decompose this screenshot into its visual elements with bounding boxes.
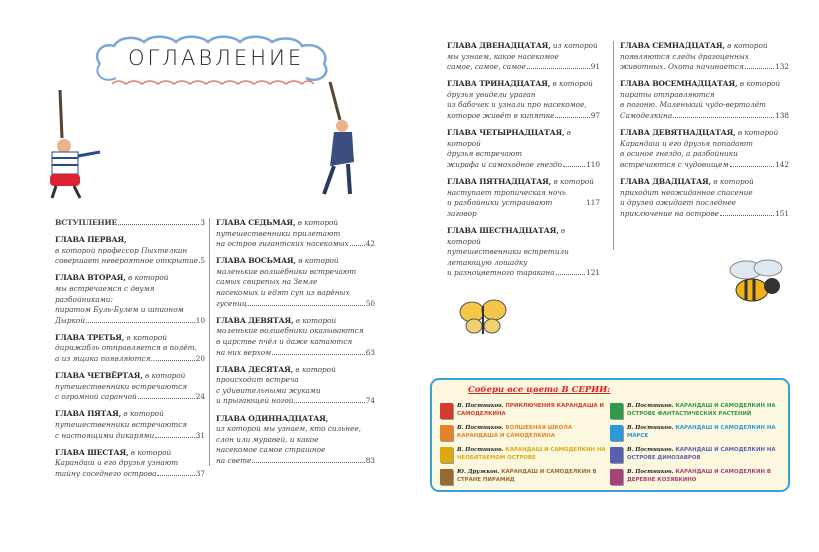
toc-entry[interactable] bbox=[216, 365, 375, 407]
chapter-title: ГЛАВА ВТОРАЯ, bbox=[55, 273, 126, 283]
chapter-title: ГЛАВА ПЯТНАДЦАТАЯ, bbox=[447, 177, 552, 187]
toc-entry[interactable] bbox=[55, 235, 205, 267]
chapter-intro: в которой bbox=[447, 128, 571, 148]
dot-leader bbox=[157, 475, 194, 476]
dot-leader bbox=[252, 462, 364, 463]
entry-heading-line bbox=[620, 128, 789, 139]
toc-entry[interactable] bbox=[216, 218, 375, 250]
dot-leader bbox=[138, 398, 195, 399]
description-text: насекомых и едят суп из варёных bbox=[216, 288, 350, 298]
toc-entry[interactable] bbox=[620, 41, 789, 73]
chapter-intro: в которой bbox=[130, 447, 172, 457]
chapter-description-line bbox=[620, 62, 789, 73]
description-text: Самоделкина bbox=[620, 111, 673, 121]
entry-heading-line bbox=[55, 448, 205, 459]
book-name: КАРАНДАШ И САМОДЕЛКИН НА ОСТРОВЕ ФАНТАСТИЧЕСКИХ РАСТЕНИЙ bbox=[627, 403, 776, 417]
page-number: 138 bbox=[775, 111, 789, 121]
book-name: КАРАНДАШ И САМОДЕЛКИН НА МАРСЕ bbox=[627, 425, 776, 439]
chapter-title: ГЛАВА ПЯТАЯ, bbox=[55, 409, 122, 419]
chapter-description-line bbox=[620, 52, 789, 63]
book-author: В. Постников. bbox=[457, 447, 504, 453]
page-number: 37 bbox=[195, 468, 205, 478]
description-text: путешественники прилетают bbox=[216, 228, 341, 238]
book-cover-icon bbox=[440, 447, 453, 463]
entry-heading-line bbox=[55, 409, 205, 420]
book-text bbox=[457, 446, 612, 463]
entry-heading-line bbox=[447, 177, 600, 188]
chapter-intro: в которой bbox=[713, 177, 754, 187]
description-text: совершает невероятное открытие bbox=[55, 256, 199, 266]
chapter-title: ГЛАВА ЧЕТВЁРТАЯ, bbox=[55, 371, 143, 381]
chapter-description-line bbox=[620, 209, 789, 220]
page-number: 142 bbox=[775, 159, 789, 169]
description-text: животных. Охота начинается bbox=[620, 62, 744, 72]
chapter-description-line bbox=[216, 239, 375, 250]
book-name: КАРАНДАШ И САМОДЕЛКИН В ДЕРЕВНЕ КОЗЯВКИНО bbox=[627, 469, 771, 483]
series-book-item bbox=[440, 446, 612, 463]
chapter-intro: в которой bbox=[123, 409, 164, 419]
entry-heading-line bbox=[447, 226, 600, 247]
chapter-description-line bbox=[216, 348, 375, 359]
chapter-intro: в которой bbox=[297, 218, 339, 227]
page-number: 117 bbox=[586, 198, 600, 208]
series-title: Собери все цвета В СЕРИИ: bbox=[468, 385, 611, 395]
bee-illustration bbox=[726, 256, 796, 306]
dot-leader bbox=[673, 117, 774, 118]
chapter-title: ГЛАВА ДЕСЯТАЯ, bbox=[216, 364, 294, 374]
page-number: 97 bbox=[590, 111, 600, 121]
chapter-description-line bbox=[447, 149, 600, 160]
chapter-description-line bbox=[55, 256, 205, 267]
chapter-intro: в которой bbox=[144, 371, 186, 381]
book-text bbox=[457, 424, 612, 441]
toc-entry[interactable] bbox=[620, 177, 789, 219]
chapter-title: ГЛАВА ДВЕНАДЦАТАЯ, bbox=[447, 41, 551, 50]
chapter-title: ВСТУПЛЕНИЕ bbox=[55, 218, 118, 227]
entry-heading-line bbox=[216, 414, 375, 425]
chapter-description-line bbox=[216, 288, 375, 299]
book-cover-icon bbox=[610, 447, 623, 463]
dot-leader bbox=[556, 274, 586, 275]
toc-entry[interactable] bbox=[447, 177, 600, 219]
chapter-description-line bbox=[55, 284, 205, 305]
toc-entry[interactable] bbox=[216, 316, 375, 358]
chapter-description-line bbox=[216, 229, 375, 240]
description-text: а из ящика появляются... bbox=[55, 354, 158, 364]
chapter-description-line bbox=[620, 160, 789, 171]
chapter-intro: в которой bbox=[727, 41, 768, 50]
chapter-description-line bbox=[447, 258, 600, 269]
chapter-description-line bbox=[216, 267, 375, 278]
book-cover-icon bbox=[440, 425, 453, 441]
description-text: с удивительными жуками bbox=[216, 385, 321, 395]
series-book-item bbox=[440, 424, 612, 441]
description-text: в царстве пчёл и даже катаются bbox=[216, 336, 353, 346]
chapter-description-line bbox=[447, 268, 600, 279]
description-text: и разноцветного таракана bbox=[447, 268, 555, 278]
page-number: 132 bbox=[775, 62, 789, 72]
entry-heading-line bbox=[620, 41, 789, 52]
entry-heading-line bbox=[216, 316, 375, 327]
description-text: с настоящими дикарями bbox=[55, 430, 155, 440]
chapter-title: ГЛАВА ШЕСТАЯ, bbox=[55, 447, 129, 457]
book-name: ПРИКЛЮЧЕНИЯ КАРАНДАША И САМОДЕЛКИНА bbox=[457, 403, 605, 417]
book-cover-icon bbox=[440, 403, 453, 419]
book-name: КАРАНДАШ И САМОДЕЛКИН НА НЕОБИТАЕМОМ ОСТРОВЕ bbox=[457, 447, 606, 461]
book-author: В. Постников. bbox=[457, 425, 504, 431]
chapter-title: ГЛАВА ТРЕТЬЯ, bbox=[55, 332, 125, 342]
chapter-title: ГЛАВА СЕМНАДЦАТАЯ, bbox=[620, 41, 725, 50]
chapter-title: ГЛАВА ВОСЬМАЯ, bbox=[216, 256, 296, 266]
book-author: В. Постников. bbox=[627, 469, 674, 475]
toc-entry[interactable] bbox=[447, 79, 600, 121]
chapter-description-line bbox=[447, 160, 600, 171]
chapter-description-line bbox=[55, 392, 205, 403]
chapter-description-line bbox=[55, 420, 205, 431]
book-text bbox=[627, 468, 782, 485]
dot-leader bbox=[350, 245, 365, 246]
series-book-item bbox=[440, 402, 612, 419]
description-text: в осиное гнездо, а разбойники bbox=[620, 149, 738, 159]
description-text: в погоню. Маленький чудо-вертолёт bbox=[620, 100, 766, 110]
dot-leader bbox=[272, 354, 364, 355]
chapter-intro: из которой bbox=[552, 41, 598, 50]
entry-heading-line bbox=[447, 41, 600, 52]
chapter-intro: в которой bbox=[553, 177, 594, 187]
book-name: ВОЛШЕБНАЯ ШКОЛА КАРАНДАША И САМОДЕЛКИНА bbox=[457, 425, 573, 439]
chapter-description-line bbox=[216, 337, 375, 348]
chapter-description-line bbox=[447, 188, 600, 199]
book-cover-icon bbox=[440, 469, 453, 485]
description-text: Дыркой bbox=[55, 315, 85, 325]
page-number: 151 bbox=[775, 208, 789, 218]
page-number: 74 bbox=[365, 396, 375, 406]
chapter-title: ГЛАВА ШЕСТНАДЦАТАЯ, bbox=[447, 225, 559, 235]
chapter-description-line bbox=[216, 435, 375, 446]
description-text: приходит неожиданное спасение bbox=[620, 187, 753, 197]
chapter-description-line bbox=[620, 198, 789, 209]
series-book-item bbox=[610, 446, 782, 463]
entry-heading-line bbox=[620, 177, 789, 188]
description-text: на свете bbox=[216, 455, 252, 465]
description-text: самых свирепых на Земле bbox=[216, 277, 318, 287]
chapter-description-line bbox=[447, 111, 600, 122]
dot-leader bbox=[555, 117, 589, 118]
pirate-illustration bbox=[40, 88, 110, 200]
chapter-description-line bbox=[216, 445, 375, 456]
chapter-description-line bbox=[447, 247, 600, 258]
series-book-item bbox=[440, 468, 612, 485]
description-text: из которой мы узнаем, кто сильнее, bbox=[216, 424, 361, 434]
description-text: летающую лошадку bbox=[447, 257, 528, 267]
chapter-title: ГЛАВА ОДИННАДЦАТАЯ, bbox=[216, 413, 329, 423]
toc-entry[interactable] bbox=[55, 273, 205, 326]
chapter-intro: в которой bbox=[552, 79, 593, 89]
toc-entry[interactable] bbox=[55, 333, 205, 365]
chapter-title: ГЛАВА ДЕВЯТНАДЦАТАЯ, bbox=[620, 128, 736, 138]
description-text: дирижабль отправляется в полёт, bbox=[55, 343, 197, 353]
chapter-description-line bbox=[216, 456, 375, 467]
chapter-description-line bbox=[55, 246, 205, 257]
book-author: В. Постников. bbox=[457, 403, 504, 409]
page-number: 110 bbox=[586, 159, 600, 169]
chapter-intro: в которой bbox=[737, 128, 779, 138]
description-text: приключение на острове bbox=[620, 208, 720, 218]
page-number: 5 bbox=[200, 256, 205, 266]
chapter-intro: в которой bbox=[298, 256, 339, 266]
book-text bbox=[627, 446, 782, 463]
toc-entry[interactable] bbox=[447, 226, 600, 279]
chapter-description-line bbox=[55, 382, 205, 393]
chapter-description-line bbox=[55, 431, 205, 442]
page-number: 24 bbox=[195, 392, 205, 402]
description-text: и разбойники устраивают заговор bbox=[447, 198, 553, 218]
chapter-description-line bbox=[55, 469, 205, 480]
chapter-intro: в которой bbox=[126, 332, 167, 342]
chapter-description-line bbox=[620, 111, 789, 122]
dot-leader bbox=[730, 166, 775, 167]
chapter-description-line bbox=[55, 354, 205, 365]
dot-leader bbox=[155, 437, 195, 438]
description-text: которое живёт в кипятке bbox=[447, 111, 555, 121]
book-cover-icon bbox=[610, 403, 623, 419]
page-number: 91 bbox=[590, 62, 600, 72]
entry-heading-line bbox=[620, 79, 789, 90]
book-text bbox=[627, 402, 782, 419]
chapter-description-line bbox=[447, 90, 600, 101]
entry-heading-line bbox=[55, 218, 205, 229]
chapter-description-line bbox=[620, 90, 789, 101]
page-number: 20 bbox=[195, 354, 205, 364]
chapter-description-line bbox=[620, 100, 789, 111]
chapter-description-line bbox=[216, 424, 375, 435]
description-text: из бабочек и узнали про насекомое, bbox=[447, 100, 587, 110]
book-cover-icon bbox=[610, 469, 623, 485]
entry-heading-line bbox=[447, 128, 600, 149]
description-text: путешественники встретили bbox=[447, 247, 569, 257]
description-text: жирафа и самоходное гнездо bbox=[447, 159, 563, 169]
description-text: с огромной саранчой bbox=[55, 392, 137, 402]
chapter-description-line bbox=[216, 277, 375, 288]
description-text: пираты отправляются bbox=[620, 89, 715, 99]
description-text: встречаются с чудовищем bbox=[620, 159, 729, 169]
chapter-description-line bbox=[55, 458, 205, 469]
toc-entry[interactable] bbox=[447, 128, 600, 170]
chapter-title: ГЛАВА СЕДЬМАЯ, bbox=[216, 218, 296, 227]
toc-entry[interactable] bbox=[216, 414, 375, 467]
toc-column-2 bbox=[209, 218, 375, 466]
spy-illustration bbox=[310, 80, 360, 200]
toc-entry[interactable] bbox=[216, 256, 375, 309]
description-text: мы узнаем, какое насекомое bbox=[447, 51, 559, 61]
book-author: Ю. Дружков. bbox=[457, 469, 500, 475]
dot-leader bbox=[294, 402, 364, 403]
page-title: ОГЛАВЛЕНИЕ bbox=[128, 46, 305, 70]
book-author: В. Постников. bbox=[627, 425, 674, 431]
book-text bbox=[627, 424, 782, 441]
book-name: КАРАНДАШ И САМОДЕЛКИН В СТРАНЕ ПИРАМИД bbox=[457, 469, 597, 483]
dot-leader bbox=[527, 68, 590, 69]
book-text bbox=[457, 468, 612, 485]
series-book-item bbox=[610, 402, 782, 419]
description-text: наступает тропическая ночь bbox=[447, 187, 566, 197]
chapter-description-line bbox=[447, 100, 600, 111]
toc-column-1 bbox=[55, 218, 205, 486]
chapter-description-line bbox=[216, 299, 375, 310]
description-text: мы встречаемся с двумя разбойниками: bbox=[55, 283, 155, 304]
description-text: насекомое самое страшное bbox=[216, 445, 326, 455]
page-number: 50 bbox=[365, 298, 375, 308]
chapter-title: ГЛАВА ТРИНАДЦАТАЯ, bbox=[447, 79, 551, 89]
description-text: Карандаш и его друзья узнают bbox=[55, 458, 179, 468]
chapter-description-line bbox=[216, 326, 375, 337]
book-text bbox=[457, 402, 612, 419]
chapter-description-line bbox=[620, 188, 789, 199]
entry-heading-line bbox=[447, 79, 600, 90]
chapter-title: ГЛАВА ДЕВЯТАЯ, bbox=[216, 315, 294, 325]
dot-leader bbox=[248, 305, 365, 306]
toc-entry[interactable] bbox=[447, 41, 600, 73]
toc-entry[interactable] bbox=[55, 409, 205, 441]
toc-entry[interactable] bbox=[55, 448, 205, 480]
chapter-intro: в которой bbox=[739, 79, 781, 89]
entry-heading-line bbox=[216, 365, 375, 376]
chapter-description-line bbox=[216, 386, 375, 397]
dot-leader bbox=[745, 68, 774, 69]
page-number: 3 bbox=[200, 218, 205, 227]
series-book-item bbox=[610, 424, 782, 441]
dot-leader bbox=[86, 322, 195, 323]
description-text: самое, самое, самое bbox=[447, 62, 526, 72]
description-text: и прыгающей ногой bbox=[216, 396, 294, 406]
dot-leader bbox=[158, 360, 194, 361]
dot-leader bbox=[118, 224, 199, 225]
page-number: 10 bbox=[195, 315, 205, 325]
chapter-description-line bbox=[447, 198, 600, 219]
description-text: Карандаш и его друзья попадают bbox=[620, 138, 753, 148]
toc-entry[interactable] bbox=[620, 128, 789, 170]
series-book-item bbox=[610, 468, 782, 485]
book-name: КАРАНДАШ И САМОДЕЛКИН НА ОСТРОВЕ ДИНОЗАВРОВ bbox=[627, 447, 776, 461]
chapter-intro: в которой bbox=[295, 364, 336, 374]
chapter-description-line bbox=[216, 375, 375, 386]
chapter-intro: в которой bbox=[128, 273, 169, 283]
page-number: 31 bbox=[195, 430, 205, 440]
toc-column-3 bbox=[447, 41, 600, 285]
chapter-title: ГЛАВА ПЕРВАЯ, bbox=[55, 235, 127, 245]
description-text: появляются следы драгоценных bbox=[620, 51, 749, 61]
entry-heading-line bbox=[216, 218, 375, 229]
description-text: происходит встреча bbox=[216, 375, 299, 385]
description-text: пиратом Буль-Булем и шпионом bbox=[55, 305, 184, 315]
description-text: на остров гигантских насекомых bbox=[216, 239, 349, 249]
description-text: в которой профессор Пыхтелкин bbox=[55, 245, 188, 255]
page-number: 63 bbox=[365, 347, 375, 357]
entry-heading-line bbox=[216, 256, 375, 267]
description-text: друзья увидели ураган bbox=[447, 89, 536, 99]
description-text: друзья встречают bbox=[447, 149, 523, 159]
description-text: тайну соседнего острова bbox=[55, 468, 157, 478]
page-number: 121 bbox=[586, 268, 600, 278]
toc-column-4 bbox=[613, 41, 789, 250]
chapter-description-line bbox=[447, 62, 600, 73]
chapter-description-line bbox=[55, 316, 205, 327]
chapter-description-line bbox=[447, 52, 600, 63]
chapter-title: ГЛАВА ЧЕТЫРНАДЦАТАЯ, bbox=[447, 128, 565, 138]
entry-heading-line bbox=[55, 235, 205, 246]
toc-entry[interactable] bbox=[620, 79, 789, 121]
description-text: маленькие волшебники встречают bbox=[216, 266, 357, 276]
series-box bbox=[430, 378, 790, 492]
chapter-title: ГЛАВА ДВАДЦАТАЯ, bbox=[620, 177, 711, 187]
toc-entry[interactable] bbox=[55, 218, 205, 229]
book-cover-icon bbox=[610, 425, 623, 441]
description-text: и друзей ожидает последнее bbox=[620, 198, 736, 208]
chapter-description-line bbox=[216, 396, 375, 407]
chapter-description-line bbox=[55, 305, 205, 316]
page-number: 42 bbox=[365, 239, 375, 249]
description-text: на них верхом bbox=[216, 347, 272, 357]
chapter-description-line bbox=[620, 149, 789, 160]
description-text: слон или муравей, и какое bbox=[216, 434, 319, 444]
entry-heading-line bbox=[55, 371, 205, 382]
book-author: В. Постников. bbox=[627, 403, 674, 409]
chapter-title: ГЛАВА ВОСЕМНАДЦАТАЯ, bbox=[620, 79, 738, 89]
description-text: путешественники встречаются bbox=[55, 420, 188, 429]
book-author: В. Постников. bbox=[627, 447, 674, 453]
chapter-description-line bbox=[620, 139, 789, 150]
dot-leader bbox=[720, 215, 774, 216]
toc-entry[interactable] bbox=[55, 371, 205, 403]
page-number: 83 bbox=[365, 455, 375, 465]
description-text: путешественники встречаются bbox=[55, 381, 188, 391]
chapter-description-line bbox=[55, 343, 205, 354]
description-text: гусениц bbox=[216, 298, 247, 308]
entry-heading-line bbox=[55, 333, 205, 344]
chapter-intro: в которой bbox=[295, 315, 337, 325]
entry-heading-line bbox=[55, 273, 205, 284]
chapter-intro: в которой bbox=[447, 225, 566, 246]
butterfly-illustration bbox=[458, 296, 508, 338]
description-text: маленькие волшебники оказываются bbox=[216, 326, 364, 336]
dot-leader bbox=[563, 166, 585, 167]
